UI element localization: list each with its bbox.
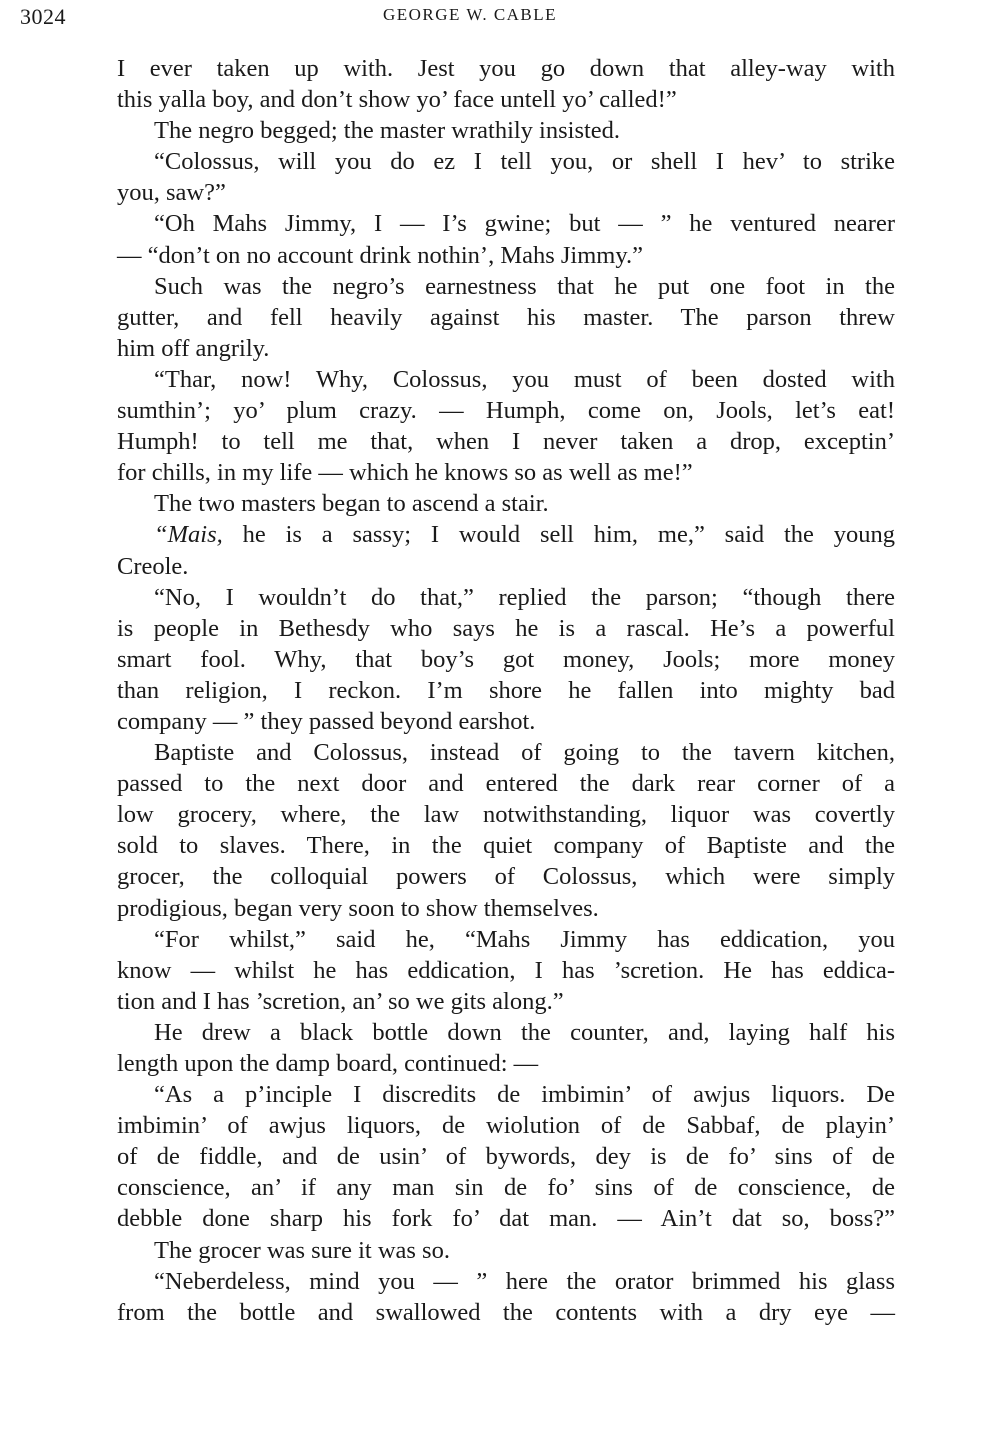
line-text: Creole.	[117, 552, 189, 580]
text-line	[117, 986, 895, 1017]
text-line	[117, 395, 895, 426]
text-line	[117, 644, 895, 675]
running-head: GEORGE W. CABLE	[382, 5, 558, 24]
text-line	[117, 364, 895, 395]
line-text: — “don’t on no account drink nothin’, Mahs Jimmy.”	[117, 241, 643, 269]
text-line	[117, 1110, 895, 1141]
line-text: debble done sharp his fork fo’ dat man. — Ain’t dat so, boss?”	[117, 1205, 895, 1233]
line-text: Humph! to tell me that, when I never taken a drop, exceptin’	[117, 428, 895, 456]
text-line	[117, 426, 895, 457]
text-line	[117, 1297, 895, 1328]
text-line	[117, 582, 895, 613]
text-line	[117, 240, 895, 271]
line-text: from the bottle and swallowed the contents with a dry eye —	[117, 1298, 895, 1326]
text-line	[117, 84, 895, 115]
text-line	[117, 1266, 895, 1297]
text-line	[117, 115, 895, 146]
text-line	[117, 53, 895, 84]
line-text: prodigious, began very soon to show themselves.	[117, 894, 599, 922]
line-text: He drew a black bottle down the counter, and, laying half his	[154, 1018, 895, 1046]
text-line	[117, 1235, 895, 1266]
line-text: passed to the next door and entered the dark rear corner of a	[117, 770, 895, 798]
line-text: “No, I wouldn’t do that,” replied the parson; “though there	[154, 583, 895, 611]
text-line	[117, 1141, 895, 1172]
text-line	[117, 675, 895, 706]
line-text: The grocer was sure it was so.	[154, 1236, 450, 1264]
line-text: The negro begged; the master wrathily insisted.	[154, 117, 621, 145]
text-line	[117, 1079, 895, 1110]
text-line	[117, 955, 895, 986]
line-text: grocer, the colloquial powers of Colossus, which were simply	[117, 863, 895, 891]
text-line	[117, 1203, 895, 1234]
text-line	[117, 1048, 895, 1079]
text-line	[117, 208, 895, 239]
text-line	[117, 519, 895, 550]
text-line	[117, 768, 895, 799]
line-text: length upon the damp board, continued: —	[117, 1050, 539, 1077]
text-line	[117, 488, 895, 519]
text-line	[117, 799, 895, 830]
line-text: he is a sassy; I would sell him, me,” said the young	[222, 521, 895, 549]
line-text: imbimin’ of awjus liquors, de wiolution of de Sabbaf, de playin’	[117, 1112, 895, 1140]
line-text: company — ” they passed beyond earshot.	[117, 707, 536, 735]
page-number: 3024	[20, 4, 66, 29]
text-line	[117, 551, 895, 582]
line-text: Such was the negro’s earnestness that he put one foot in the	[154, 272, 895, 300]
text-line	[117, 457, 895, 488]
italic-word: “Mais,	[154, 521, 223, 549]
line-text: of de fiddle, and de usin’ of bywords, dey is de fo’ sins of de	[117, 1143, 895, 1171]
text-line	[117, 737, 895, 768]
line-text: sold to slaves. There, in the quiet company of Baptiste and the	[117, 832, 895, 860]
text-line	[117, 146, 895, 177]
line-text: than religion, I reckon. I’m shore he fallen into mighty bad	[117, 676, 895, 704]
text-line	[117, 924, 895, 955]
line-text: I ever taken up with. Jest you go down that alley-way with	[117, 55, 895, 82]
line-text: this yalla boy, and don’t show yo’ face untell yo’ called!”	[117, 86, 677, 114]
text-line	[117, 333, 895, 364]
text-line	[117, 861, 895, 892]
text-line	[117, 1172, 895, 1203]
text-line	[117, 302, 895, 333]
line-text: him off angrily.	[117, 334, 270, 362]
line-text: “Oh Mahs Jimmy, I — I’s gwine; but — ” he ventured nearer	[154, 210, 895, 238]
line-text: for chills, in my life — which he knows so as well as me!”	[117, 459, 693, 487]
body-text	[117, 53, 895, 1328]
line-text: know — whilst he has eddication, I has ’scretion. He has eddica-	[117, 956, 895, 984]
line-text: smart fool. Why, that boy’s got money, Jools; more money	[117, 645, 895, 673]
text-line	[117, 177, 895, 208]
text-line	[117, 706, 895, 737]
line-text: is people in Bethesdy who says he is a rascal. He’s a powerful	[117, 614, 895, 642]
line-text: “Colossus, will you do ez I tell you, or shell I hev’ to strike	[154, 148, 895, 176]
line-text: “As a p’inciple I discredits de imbimin’ of awjus liquors. De	[154, 1081, 895, 1109]
text-line	[117, 271, 895, 302]
line-text: tion and I has ’scretion, an’ so we gits along.”	[117, 987, 564, 1015]
line-text: low grocery, where, the law notwithstanding, liquor was covertly	[117, 801, 895, 829]
text-line	[117, 1017, 895, 1048]
line-text: “Neberdeless, mind you — ” here the orator brimmed his glass	[154, 1267, 895, 1295]
text-line	[117, 893, 895, 924]
text-line	[117, 830, 895, 861]
line-text: sumthin’; yo’ plum crazy. — Humph, come on, Jools, let’s eat!	[117, 397, 895, 425]
text-line	[117, 613, 895, 644]
line-text: Baptiste and Colossus, instead of going to the tavern kitchen,	[154, 739, 895, 767]
line-text: The two masters began to ascend a stair.	[154, 490, 549, 518]
line-text: conscience, an’ if any man sin de fo’ sins of de conscience, de	[117, 1174, 895, 1202]
line-text: gutter, and fell heavily against his master. The parson threw	[117, 303, 895, 331]
line-text: you, saw?”	[117, 179, 226, 207]
line-text: “Thar, now! Why, Colossus, you must of been dosted with	[154, 365, 895, 393]
line-text: “For whilst,” said he, “Mahs Jimmy has eddication, you	[154, 925, 895, 953]
